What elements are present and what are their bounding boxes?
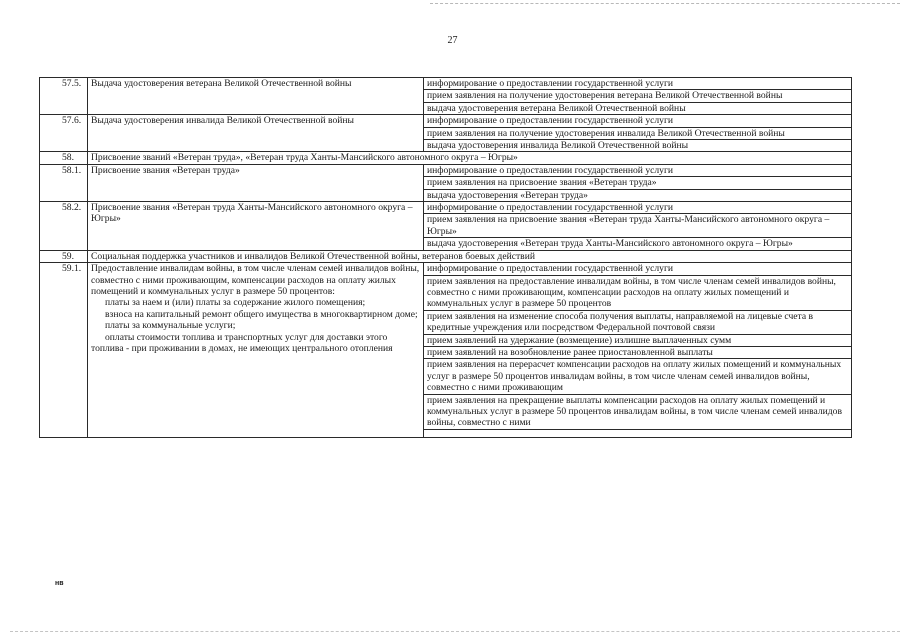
subservice-cell: прием заявления на получение удостоверения ветерана Великой Отечественной войны bbox=[424, 90, 852, 102]
subservice-cell: информирование о предоставлении государственной услуги bbox=[424, 78, 852, 90]
table-row bbox=[40, 164, 852, 176]
title-paragraph: взноса на капитальный ремонт общего имущества в многоквартирном доме; bbox=[105, 308, 418, 320]
table-row bbox=[40, 250, 852, 262]
subservice-cell: прием заявлений на удержание (возмещение) излишне выплаченных сумм bbox=[424, 334, 852, 346]
title-paragraph: платы за коммунальные услуги; bbox=[105, 320, 236, 332]
row-number: 59. bbox=[40, 250, 88, 262]
service-title: Выдача удостоверения ветерана Великой Отечественной войны bbox=[88, 78, 424, 115]
table-row bbox=[40, 202, 852, 214]
subservice-cell: прием заявления на присвоение звания «Ветеран труда» bbox=[424, 177, 852, 189]
table-row bbox=[40, 263, 852, 275]
section-title: Социальная поддержка участников и инвалидов Великой Отечественной войны, ветеранов боевых действий bbox=[88, 250, 852, 262]
service-title: Выдача удостоверения инвалида Великой Отечественной войны bbox=[88, 115, 424, 152]
scan-edge-top bbox=[430, 3, 900, 4]
row-number: 58. bbox=[40, 152, 88, 164]
empty-cell bbox=[424, 429, 852, 437]
subservice-cell: прием заявления на предоставление инвалидам войны, в том числе членам семей инвалидов войны, совместно с ними проживающим, компенсации расходов на оплату жилых помещений и коммунальных услуг в размере 50 процентов bbox=[424, 275, 852, 310]
title-paragraph: платы за наем и (или) платы за содержание жилого помещения; bbox=[105, 297, 366, 309]
subservice-cell: прием заявлений на возобновление ранее приостановленной выплаты bbox=[424, 346, 852, 358]
subservice-cell: прием заявления на изменение способа получения выплаты, направляемой на лицевые счета в кредитные учреждения или посредством Федеральной почтовой связи bbox=[424, 310, 852, 334]
row-number: 57.5. bbox=[40, 78, 88, 115]
table-row bbox=[40, 115, 852, 127]
table-row bbox=[40, 78, 852, 90]
title-paragraph: Предоставление инвалидам войны, в том числе членам семей инвалидов войны, совместно с ними проживающим, компенсации расходов на оплату жилых помещений и коммунальных услуг в размере 50 процентов: bbox=[91, 263, 420, 297]
service-title: Присвоение звания «Ветеран труда» bbox=[88, 164, 424, 201]
subservice-cell: информирование о предоставлении государственной услуги bbox=[424, 202, 852, 214]
row-number: 57.6. bbox=[40, 115, 88, 152]
scan-edge-bottom bbox=[10, 631, 900, 632]
subservice-cell: информирование о предоставлении государственной услуги bbox=[424, 263, 852, 275]
row-number: 58.2. bbox=[40, 202, 88, 251]
subservice-cell: выдача удостоверения «Ветеран труда» bbox=[424, 189, 852, 201]
footer-code: нв bbox=[55, 580, 64, 587]
subservice-cell: прием заявления на присвоение звания «Ветеран труда Ханты-Мансийского автономного округа – Югры» bbox=[424, 214, 852, 238]
subservice-cell: прием заявления на получение удостоверения инвалида Великой Отечественной войны bbox=[424, 127, 852, 139]
row-number: 59.1. bbox=[40, 263, 88, 438]
subservice-cell: выдача удостоверения ветерана Великой Отечественной войны bbox=[424, 102, 852, 114]
page-number: 27 bbox=[447, 35, 458, 46]
subservice-cell: информирование о предоставлении государственной услуги bbox=[424, 164, 852, 176]
service-title bbox=[88, 263, 424, 438]
subservice-cell: прием заявления на прекращение выплаты компенсации расходов на оплату жилых помещений и коммунальных услуг в размере 50 процентов инвалидам войны, в том числе членам семей инвалидов войны, совместно с ними bbox=[424, 394, 852, 429]
service-title: Присвоение звания «Ветеран труда Ханты-Мансийского автономного округа – Югры» bbox=[88, 202, 424, 251]
subservice-cell: информирование о предоставлении государственной услуги bbox=[424, 115, 852, 127]
services-table bbox=[39, 77, 852, 438]
section-title: Присвоение званий «Ветеран труда», «Ветеран труда Ханты-Мансийского автономного округа – Югры» bbox=[88, 152, 852, 164]
title-paragraph: оплаты стоимости топлива и транспортных услуг для доставки этого топлива - при проживании в домах, не имеющих центрального отопления bbox=[91, 331, 393, 354]
subservice-cell: выдача удостоверения «Ветеран труда Ханты-Мансийского автономного округа – Югры» bbox=[424, 238, 852, 250]
subservice-cell: прием заявления на перерасчет компенсации расходов на оплату жилых помещений и коммунальных услуг в размере 50 процентов инвалидам войны, в том числе членам семей инвалидов войны, совместно с ними проживающим bbox=[424, 359, 852, 394]
row-number: 58.1. bbox=[40, 164, 88, 201]
table-row bbox=[40, 152, 852, 164]
subservice-cell: выдача удостоверения инвалида Великой Отечественной войны bbox=[424, 140, 852, 152]
